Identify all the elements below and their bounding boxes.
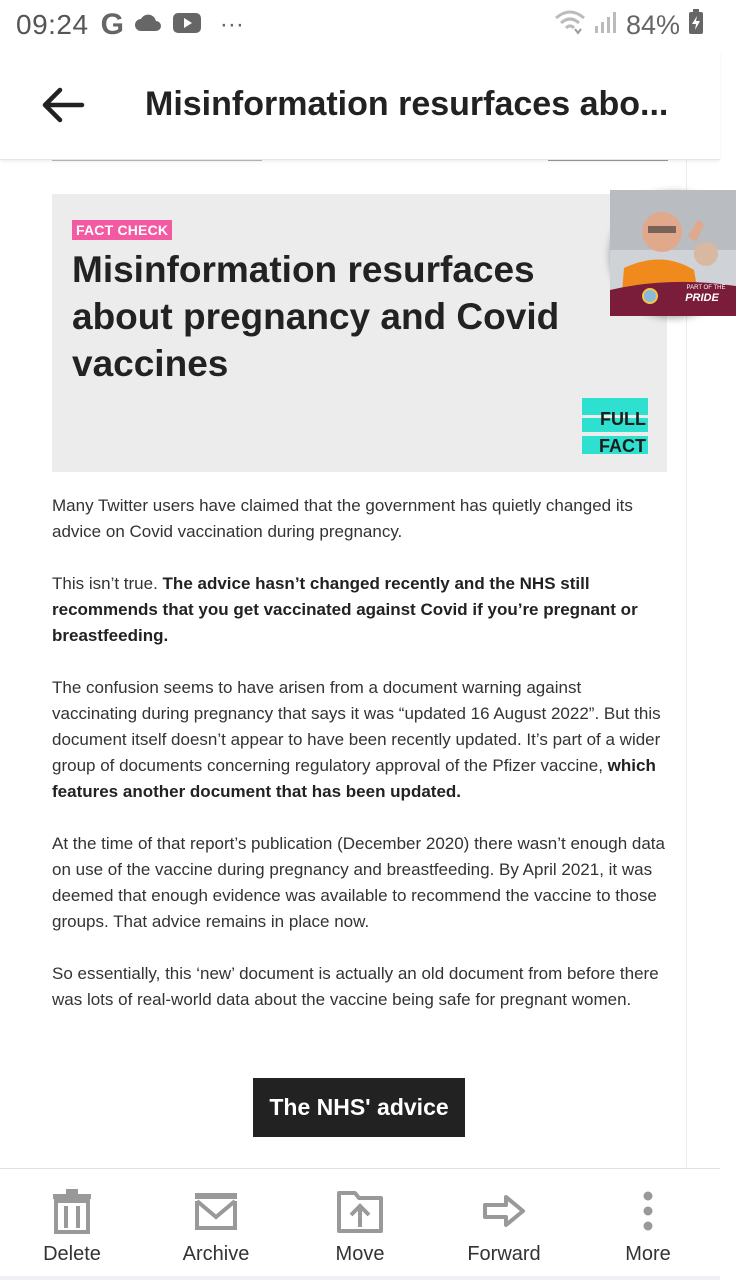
paragraph-3-text: The confusion seems to have arisen from a document warning against vaccinating during pregnancy that says it was “updated 16 August 2022”. But this document itself doesn’t appear to have been recently updated. It’s part of a wider group of documents concerning regulatory approval of the Pfizer vaccine, — [52, 678, 661, 775]
avatar-caption-top: PART OF THE — [686, 285, 726, 291]
paragraph-5: So essentially, this ‘new’ document is actually an old document from before there was lots of real-world data about the vaccine being safe for pregnant women. — [52, 964, 659, 1009]
paragraph-2-text: This isn’t true. — [52, 574, 163, 593]
delete-button[interactable] — [0, 1169, 144, 1281]
svg-text:FACT: FACT — [599, 436, 646, 456]
article-headline: Misinformation resurfaces about pregnancy and Covid vaccines — [72, 249, 560, 384]
move-label: Move — [335, 1243, 385, 1265]
nav-bar-edge — [0, 1276, 720, 1280]
arrow-back-icon — [40, 87, 84, 123]
status-time: 09:24 — [16, 9, 89, 40]
app-header — [0, 50, 720, 160]
google-icon: G — [100, 8, 124, 41]
article-hero — [52, 194, 667, 472]
full-fact-logo — [582, 398, 648, 454]
notification-icons — [101, 8, 244, 42]
move-button[interactable] — [288, 1169, 432, 1281]
signal-icon — [594, 10, 618, 41]
contact-avatar[interactable] — [610, 190, 736, 316]
avatar-caption: PRIDE — [685, 292, 719, 304]
archive-button[interactable] — [144, 1169, 288, 1281]
email-subject: Misinformation resurfaces abo... — [145, 85, 669, 123]
archive-icon — [193, 1187, 239, 1235]
battery-charging-icon — [688, 9, 704, 42]
paragraph-4: At the time of that report’s publication (December 2020) there wasn’t enough data on use of the vaccine during pregnancy and breastfeeding. By April 2021, it was deemed that enough evidence was available to recommend the vaccine to those groups. That advice remains in place now. — [52, 834, 665, 931]
more-button[interactable] — [576, 1169, 720, 1281]
forward-icon — [482, 1187, 526, 1235]
youtube-icon — [172, 12, 202, 39]
more-vert-icon — [642, 1187, 654, 1235]
paragraph-2 — [52, 571, 668, 649]
archive-label: Archive — [182, 1243, 250, 1265]
more-label: More — [625, 1243, 671, 1265]
forward-button[interactable] — [432, 1169, 576, 1281]
fact-check-tag: FACT CHECK — [72, 220, 172, 240]
paragraph-2-bold: The advice hasn’t changed recently and the NHS still recommends that you get vaccinated against Covid if you’re pregnant or breastfeeding. — [52, 574, 638, 645]
back-button[interactable] — [22, 65, 102, 145]
system-icons — [554, 9, 704, 42]
battery-percent: 84% — [625, 9, 680, 40]
delete-label: Delete — [43, 1243, 101, 1265]
paragraph-1: Many Twitter users have claimed that the government has quietly changed its advice on Covid vaccination during pregnancy. — [52, 496, 633, 541]
paragraph-3 — [52, 675, 668, 805]
trash-icon — [52, 1187, 92, 1235]
nhs-advice-button[interactable]: The NHS' advice — [253, 1078, 465, 1137]
cloud-icon — [134, 13, 162, 38]
forward-label: Forward — [467, 1243, 541, 1265]
paragraph-3-bold: which features another document that has been updated. — [52, 756, 656, 801]
article-body — [52, 493, 668, 1039]
wifi-icon — [554, 9, 586, 42]
bottom-action-bar — [0, 1168, 720, 1280]
move-icon — [337, 1187, 383, 1235]
svg-text:FULL: FULL — [600, 409, 646, 429]
overflow-dots: ··· — [219, 11, 244, 38]
status-bar — [0, 0, 720, 50]
